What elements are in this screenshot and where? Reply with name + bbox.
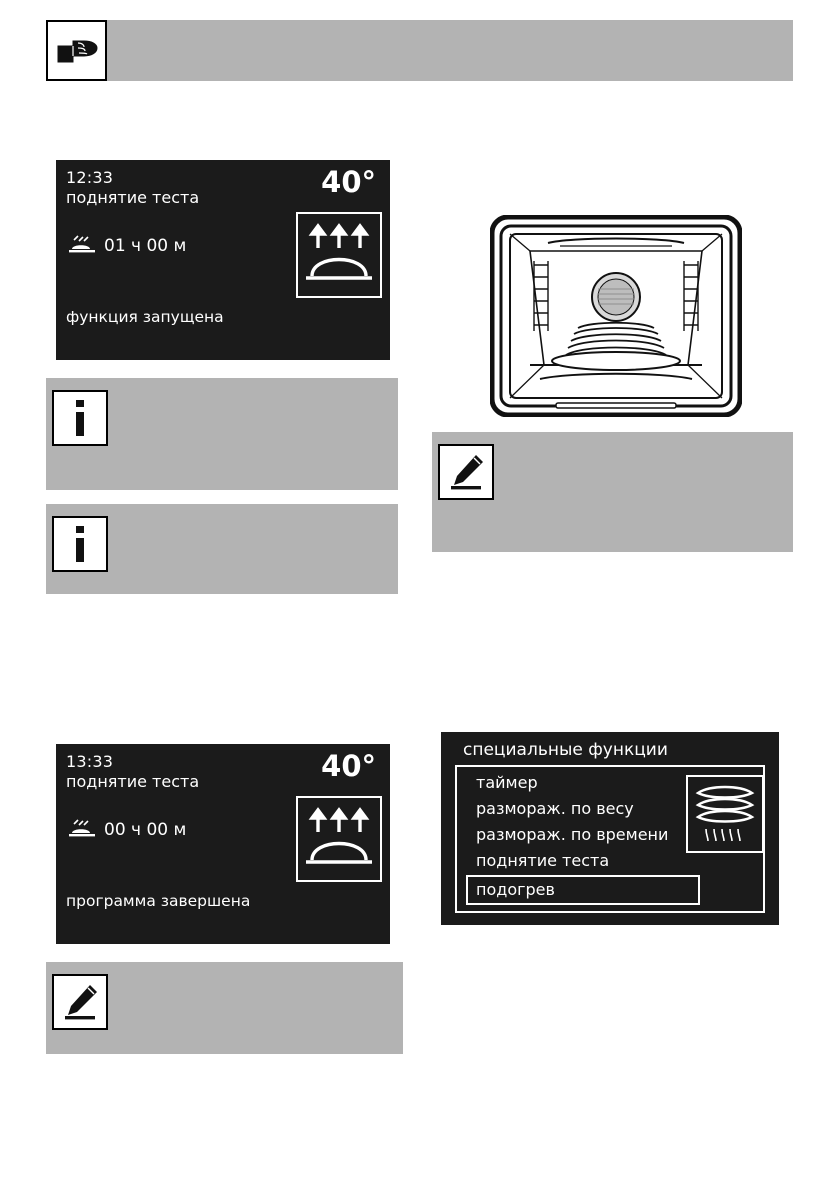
special-functions-menu bbox=[441, 732, 779, 925]
display-status: функция запущена bbox=[66, 308, 224, 326]
menu-item-keep-warm[interactable]: подогрев bbox=[476, 880, 555, 899]
function-icon-box bbox=[296, 212, 382, 298]
display-mode: поднятие теста bbox=[66, 188, 200, 207]
dough-rising-icon bbox=[68, 235, 96, 257]
pencil-glyph bbox=[446, 452, 486, 492]
display-temperature: 40° bbox=[321, 165, 376, 199]
oven-cavity-illustration bbox=[490, 215, 742, 417]
display-time: 13:33 bbox=[66, 752, 114, 771]
oven-svg bbox=[490, 215, 742, 417]
display-status: программа завершена bbox=[66, 892, 251, 910]
info-i-glyph bbox=[69, 398, 91, 438]
display-function-running bbox=[56, 160, 390, 360]
dough-rising-glyph bbox=[68, 819, 96, 841]
pointing-hand-glyph bbox=[54, 33, 100, 69]
info-icon bbox=[52, 516, 108, 572]
display-duration: 01 ч 00 м bbox=[104, 236, 187, 256]
menu-title: специальные функции bbox=[463, 740, 668, 760]
stacked-plates-icon-box bbox=[686, 775, 764, 853]
pencil-note-icon bbox=[438, 444, 494, 500]
display-mode: поднятие теста bbox=[66, 772, 200, 791]
pointing-hand-icon bbox=[46, 20, 107, 81]
dough-rising-icon bbox=[68, 819, 96, 841]
dough-rising-glyph bbox=[68, 235, 96, 257]
menu-item-defrost-by-time[interactable]: размораж. по времени bbox=[476, 825, 669, 844]
pencil-glyph bbox=[60, 982, 100, 1022]
display-duration: 00 ч 00 м bbox=[104, 820, 187, 840]
hand-note-bar bbox=[46, 20, 793, 81]
pencil-note-icon bbox=[52, 974, 108, 1030]
display-time: 12:33 bbox=[66, 168, 114, 187]
info-icon bbox=[52, 390, 108, 446]
menu-item-timer[interactable]: таймер bbox=[476, 773, 538, 792]
heat-rising-dome-icon bbox=[298, 798, 380, 880]
display-program-finished bbox=[56, 744, 390, 944]
menu-item-dough-rising[interactable]: поднятие теста bbox=[476, 851, 610, 870]
stacked-plates-icon bbox=[688, 777, 762, 851]
function-icon-box bbox=[296, 796, 382, 882]
info-i-glyph bbox=[69, 524, 91, 564]
display-temperature: 40° bbox=[321, 749, 376, 783]
heat-rising-dome-icon bbox=[298, 214, 380, 296]
menu-item-defrost-by-weight[interactable]: размораж. по весу bbox=[476, 799, 634, 818]
